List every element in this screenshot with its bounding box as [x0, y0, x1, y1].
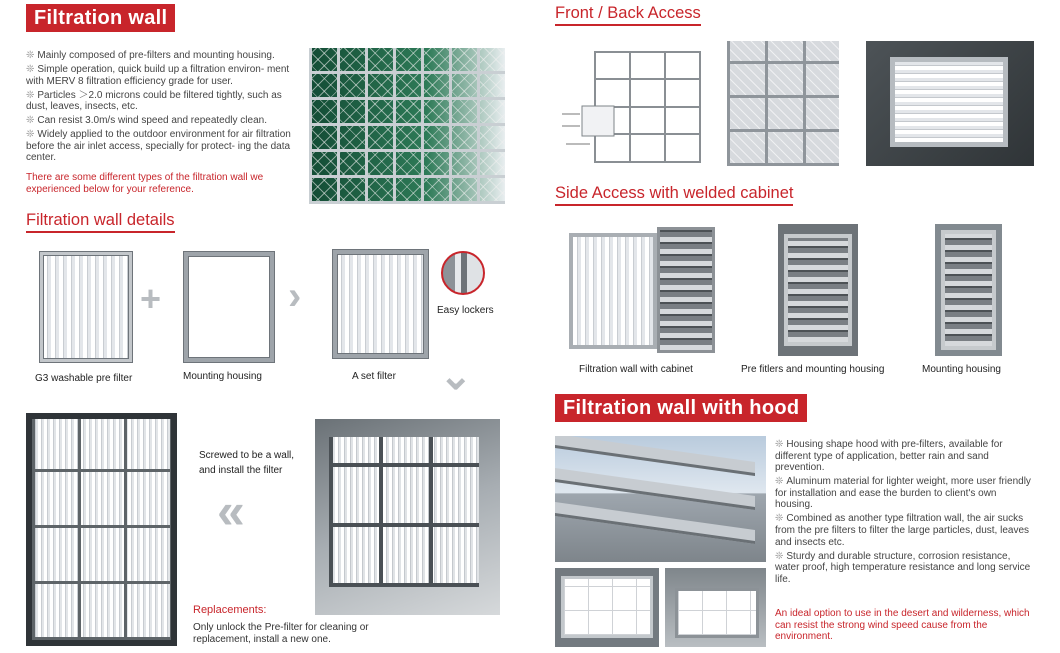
caption-prefilter: G3 washable pre filter: [35, 373, 133, 384]
prefilters-housing-photo: [778, 224, 858, 356]
mounting-housing-photo: [935, 224, 1002, 356]
bullet-item: ❊ Simple operation, quick build up a filtration environ- ment with MERV 8 filtration efficiency grade for user.: [26, 63, 290, 87]
bullet-item: ❊ Can resist 3.0m/s wind speed and repeatedly clean.: [26, 115, 267, 127]
bullet-item: ❊ Combined as another type filtration wall, the air sucks from the pre filters to filter the large particles, dust, leaves and insects etc.: [775, 513, 1029, 548]
side-access-cabinet-image: [569, 227, 716, 353]
hood-photo-main: [555, 436, 766, 562]
replacements-title: Replacements:: [193, 604, 267, 616]
bullet-item: ❊ Mainly composed of pre-filters and mounting housing.: [26, 50, 275, 61]
front-back-diagram: [560, 44, 710, 166]
caption-filtration-wall-cabinet: Filtration wall with cabinet: [579, 364, 693, 375]
caption-prefilters-housing: Pre fitlers and mounting housing: [741, 364, 885, 375]
replacements-text: Only unlock the Pre-filter for cleaning or replacement, install a new one.: [193, 622, 369, 645]
caption-housing: Mounting housing: [183, 371, 262, 382]
chevron-down-icon: ⌄: [439, 354, 473, 398]
install-text-line2: and install the filter: [199, 465, 283, 476]
filtration-wall-bullets: [26, 50, 302, 166]
bullet-item: ❊ Widely applied to the outdoor environment for air filtration before the air inlet access, specially for protect- ing the data center.: [26, 129, 291, 164]
hood-photo-small-2: [665, 568, 766, 647]
caption-set-filter: A set filter: [352, 371, 396, 382]
section-title-hood: Filtration wall with hood: [555, 394, 807, 422]
section-title-filtration-wall: Filtration wall: [26, 4, 175, 32]
caption-mounting-housing: Mounting housing: [922, 364, 1001, 375]
filtration-wall-photo: [309, 48, 505, 204]
front-access-photo-1: [727, 41, 839, 166]
bullet-item: ❊ Housing shape hood with pre-filters, available for different type of application, better rain and sand prevention.: [775, 439, 1003, 474]
chevron-right-icon: ›: [288, 274, 302, 318]
set-filter-image: [333, 250, 428, 358]
section-title-details: Filtration wall details: [26, 210, 175, 233]
easy-lockers-zoom-image: [441, 251, 485, 295]
double-chevron-left-icon: «: [217, 483, 245, 539]
caption-easy-lockers: Easy lockers: [437, 305, 494, 316]
front-access-photo-2: [866, 41, 1034, 166]
install-text-line1: Screwed to be a wall,: [199, 450, 295, 461]
wall-front-photo: [26, 413, 177, 646]
bullet-item: ❊ Particles ＞2.0 microns could be filtered tightly, such as dust, leaves, insects, etc.: [26, 89, 282, 113]
mounting-housing-image: [184, 252, 274, 362]
bullet-item: ❊ Aluminum material for lighter weight, more user friendly for installation and ease the burden to client's own housing.: [775, 476, 1031, 511]
hood-note: An ideal option to use in the desert and wilderness, which can resist the strong wind speed cause from the environment.: [775, 608, 1030, 643]
wall-side-photo: [315, 419, 500, 615]
section-title-side-access: Side Access with welded cabinet: [555, 183, 793, 206]
prefilter-image: [40, 252, 132, 362]
hood-bullets: [775, 439, 1034, 588]
plus-icon: +: [140, 278, 162, 319]
section-title-front-back: Front / Back Access: [555, 3, 701, 26]
filtration-wall-note: There are some different types of the filtration wall we experienced below for your reference.: [26, 172, 264, 195]
hood-photo-small-1: [555, 568, 659, 647]
bullet-item: ❊ Sturdy and durable structure, corrosion resistance, water proof, high temperature resistance and long service life.: [775, 550, 1031, 585]
